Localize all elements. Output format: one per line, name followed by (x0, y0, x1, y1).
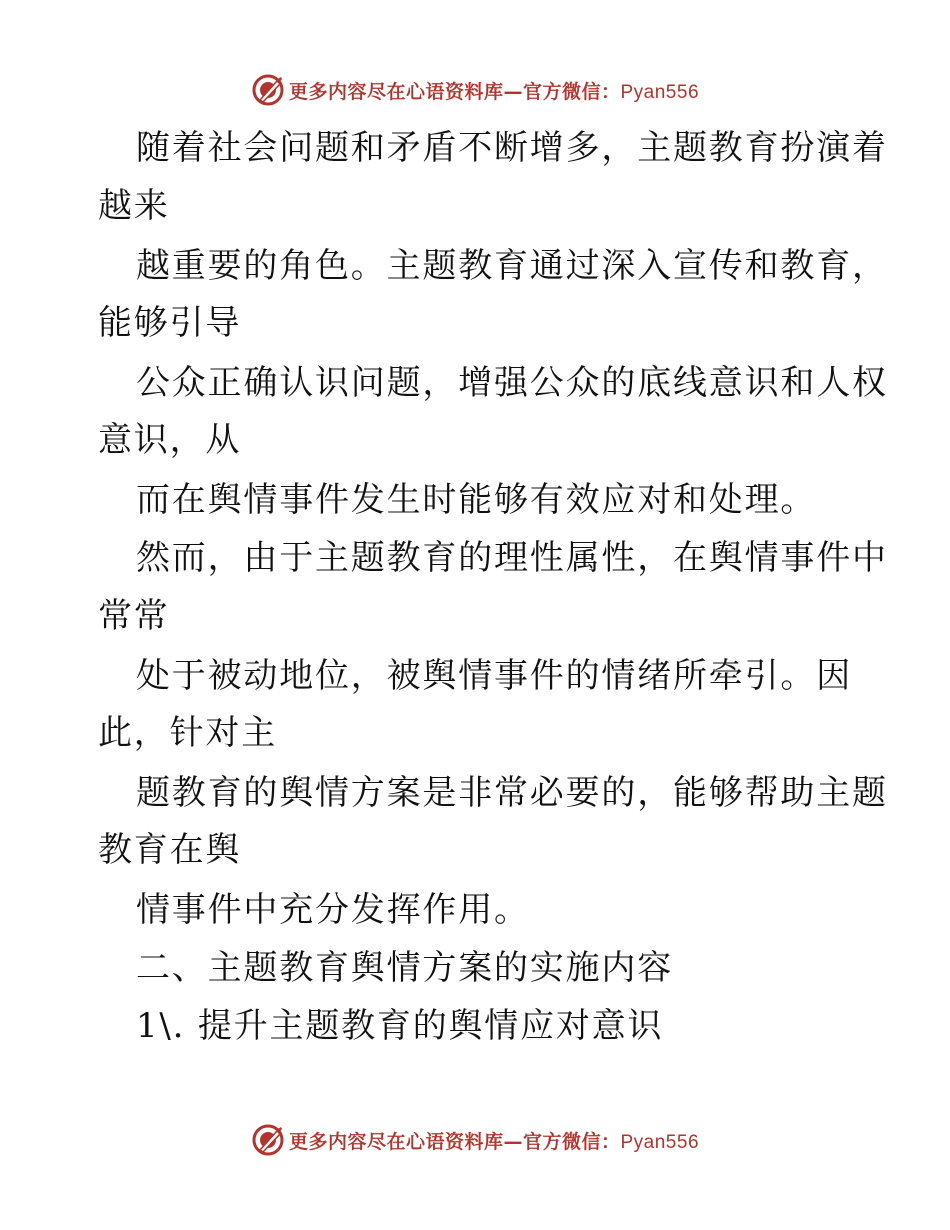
text-line: 能够引导 (98, 303, 242, 343)
header-banner-text (289, 77, 699, 104)
text-line: 意识，从 (98, 420, 242, 460)
text-line: 公众正确认识问题，增强公众的底线意识和人权 (136, 363, 888, 403)
text-line: 常常 (98, 596, 170, 636)
header-banner-inner (251, 73, 699, 107)
pen-logo-icon (251, 1123, 285, 1157)
header-banner-cjk: 更多内容尽在心语资料库—官方微信： (288, 80, 621, 103)
text-line: 情事件中充分发挥作用。 (136, 890, 530, 930)
text-line: 越重要的角色。主题教育通过深入宣传和教育， (136, 246, 888, 286)
text-line: 随着社会问题和矛盾不断增多，主题教育扮演着 (136, 128, 888, 168)
text-line: 而在舆情事件发生时能够有效应对和处理。 (136, 480, 817, 520)
text-line: 教育在舆 (98, 830, 242, 870)
footer-banner-cjk: 更多内容尽在心语资料库—官方微信： (288, 1130, 621, 1153)
pen-logo-icon (251, 73, 285, 107)
text-line: 此，针对主 (98, 713, 277, 753)
text-line: 题教育的舆情方案是非常必要的，能够帮助主题 (136, 773, 888, 813)
footer-banner (0, 1120, 950, 1160)
text-line: 处于被动地位，被舆情事件的情绪所牵引。因 (136, 656, 852, 696)
footer-banner-wechat-id: Pyan556 (620, 1131, 700, 1153)
text-line: 越来 (98, 186, 170, 226)
section-heading: 二、主题教育舆情方案的实施内容 (136, 948, 673, 988)
footer-banner-text (289, 1127, 699, 1154)
text-line: 然而，由于主题教育的理性属性，在舆情事件中 (136, 538, 888, 578)
footer-banner-inner (251, 1123, 699, 1157)
subsection-heading: 1\. 提升主题教育的舆情应对意识 (136, 1006, 664, 1046)
header-banner (0, 70, 950, 110)
header-banner-wechat-id: Pyan556 (620, 81, 700, 103)
